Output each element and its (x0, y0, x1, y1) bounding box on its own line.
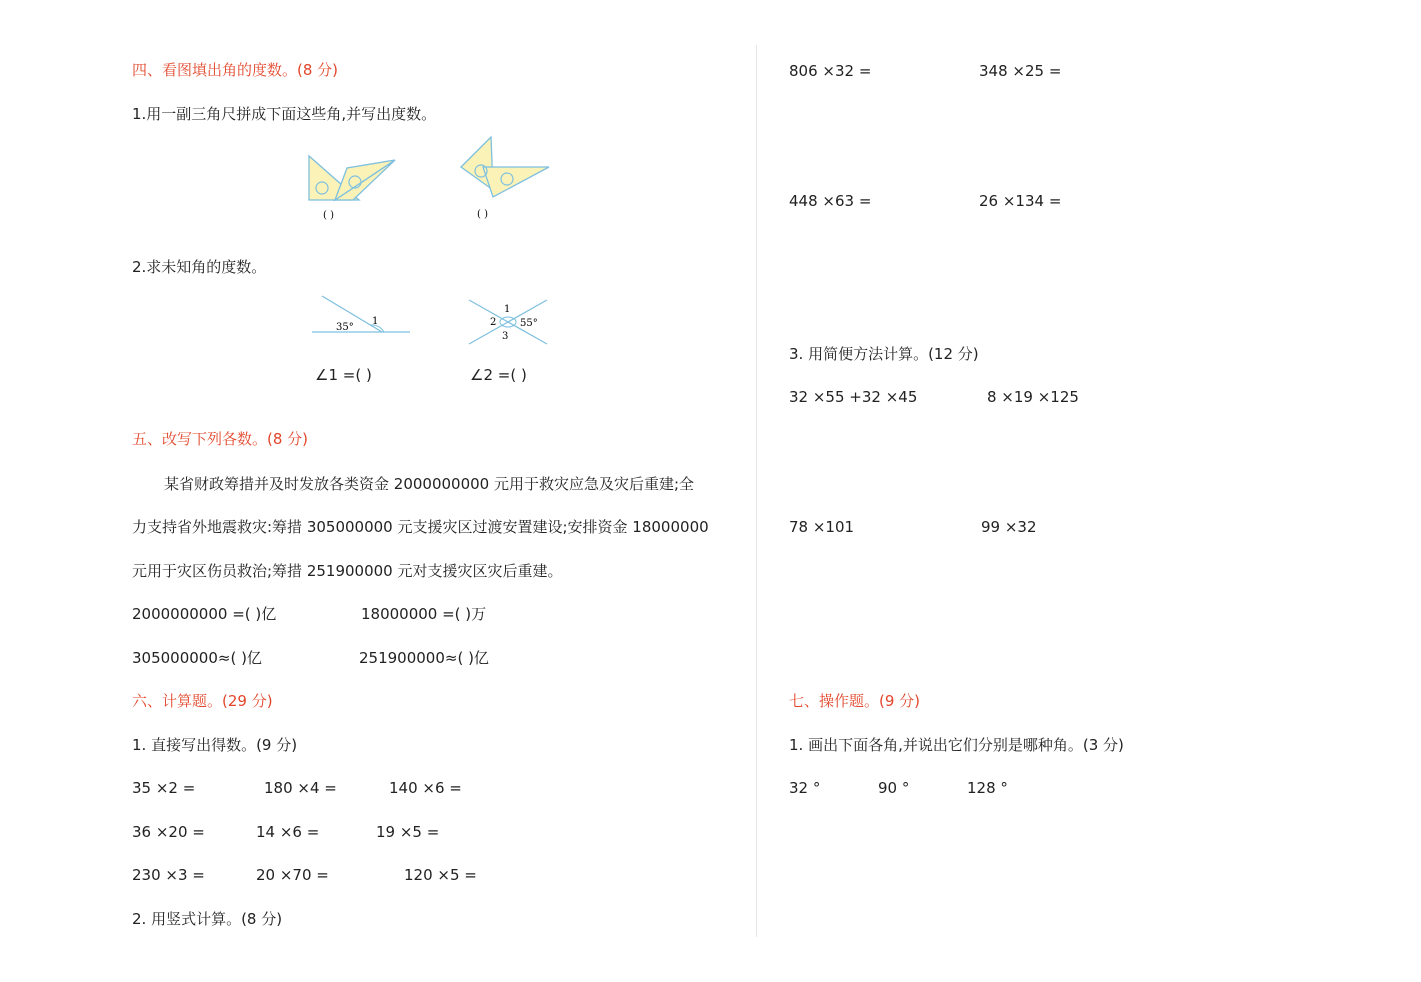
angle-90: 90 ° (878, 779, 910, 797)
simple-calc-3: 78 ×101 (789, 518, 855, 536)
calc-1-1: 35 ×2 = (132, 779, 196, 797)
vertical-calc-3: 448 ×63 = (789, 192, 872, 210)
fig1-blank: ( ) (323, 210, 334, 221)
set-square-figure-1 (305, 150, 405, 225)
triangle-b-outline (335, 160, 395, 200)
question-6-1: 1. 直接写出得数。(9 分) (132, 736, 298, 754)
vertical-calc-2: 348 ×25 = (979, 62, 1062, 80)
vertical-calc-4: 26 ×134 = (979, 192, 1062, 210)
simple-calc-1: 32 ×55 +32 ×45 (789, 388, 918, 406)
triangle-d (483, 167, 549, 197)
calc-2-3: 19 ×5 = (376, 823, 440, 841)
set-square-figure-2 (455, 135, 555, 225)
rewrite-1b: 18000000 =( )万 (361, 605, 487, 623)
intersecting-lines-figure (465, 296, 555, 351)
fig3-angle-1-label: 1 (372, 316, 379, 327)
question-6-3: 3. 用简便方法计算。(12 分) (789, 345, 979, 363)
rewrite-2a: 305000000≈( )亿 (132, 649, 262, 667)
section-7-title: 七、操作题。(9 分) (789, 692, 921, 710)
calc-3-3: 120 ×5 = (404, 866, 477, 884)
answer-angle-1: ∠1 =( ) (315, 366, 372, 384)
fig2-blank: ( ) (477, 209, 488, 220)
question-4-2: 2.求未知角的度数。 (132, 258, 267, 276)
section-6-title: 六、计算题。(29 分) (132, 692, 273, 710)
angle-128: 128 ° (967, 779, 1008, 797)
fig4-label-1: 1 (504, 304, 511, 315)
simple-calc-4: 99 ×32 (981, 518, 1037, 536)
calc-1-3: 140 ×6 = (389, 779, 462, 797)
calc-2-1: 36 ×20 = (132, 823, 205, 841)
rewrite-2b: 251900000≈( )亿 (359, 649, 489, 667)
paragraph-line-3: 元用于灾区伤员救治;筹措 251900000 元对支援灾区灾后重建。 (132, 562, 563, 580)
section-4-title: 四、看图填出角的度数。(8 分) (132, 61, 339, 79)
angle-32: 32 ° (789, 779, 821, 797)
calc-3-1: 230 ×3 = (132, 866, 205, 884)
fig4-label-3: 3 (502, 331, 509, 342)
straight-angle-figure (310, 292, 415, 337)
question-7-1: 1. 画出下面各角,并说出它们分别是哪种角。(3 分) (789, 736, 1124, 754)
paragraph-line-2: 力支持省外地震救灾:筹措 305000000 元支援灾区过渡安置建设;安排资金 18000000 (132, 518, 709, 536)
answer-angle-2: ∠2 =( ) (470, 366, 527, 384)
calc-2-2: 14 ×6 = (256, 823, 320, 841)
fig4-label-2: 2 (490, 317, 497, 328)
section-5-title: 五、改写下列各数。(8 分) (132, 430, 309, 448)
rewrite-1a: 2000000000 =( )亿 (132, 605, 277, 623)
vertical-calc-1: 806 ×32 = (789, 62, 872, 80)
question-4-1: 1.用一副三角尺拼成下面这些角,并写出度数。 (132, 105, 437, 123)
paragraph-line-1: 某省财政筹措并及时发放各类资金 2000000000 元用于救灾应急及灾后重建;全 (164, 475, 695, 493)
simple-calc-2: 8 ×19 ×125 (987, 388, 1079, 406)
calc-3-2: 20 ×70 = (256, 866, 329, 884)
question-6-2: 2. 用竖式计算。(8 分) (132, 910, 283, 928)
calc-1-2: 180 ×4 = (264, 779, 337, 797)
fig4-label-55: 55° (520, 318, 538, 329)
column-divider (756, 45, 757, 937)
fig3-angle-label: 35° (336, 322, 354, 333)
